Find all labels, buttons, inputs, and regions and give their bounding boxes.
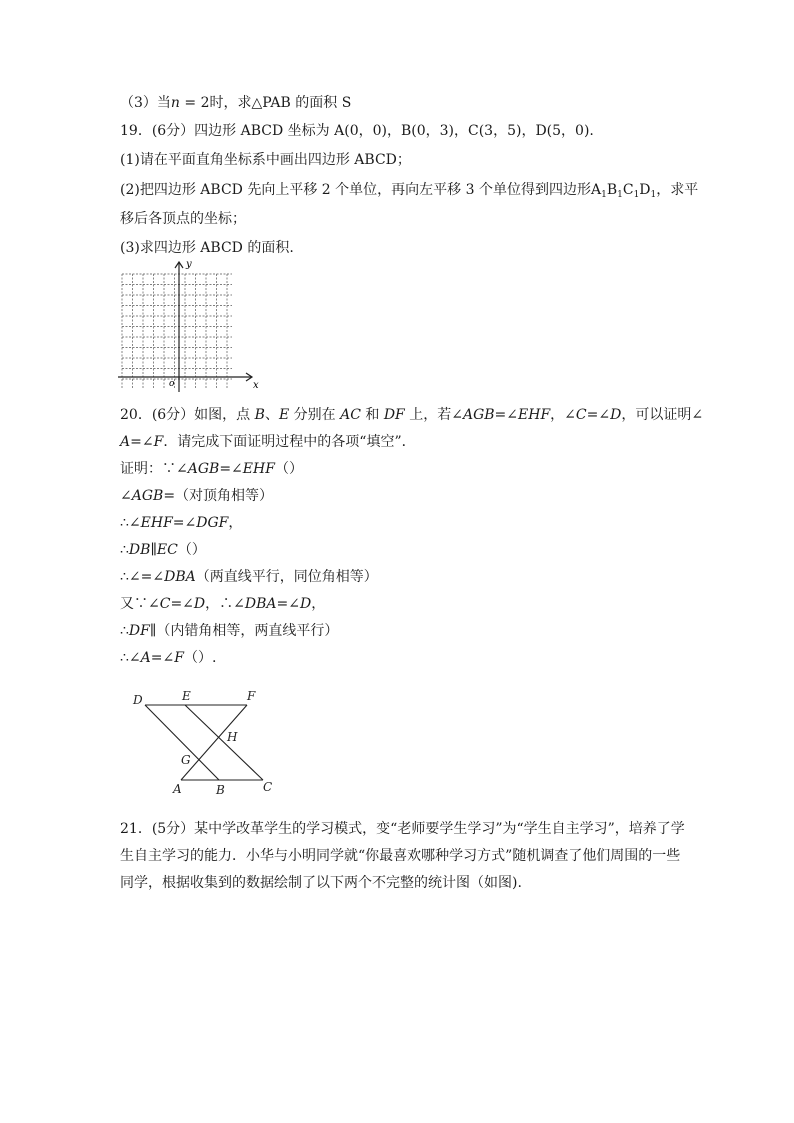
origin-label: o xyxy=(169,379,175,389)
geometry-figure xyxy=(125,685,285,800)
q21-line1: 21．(5分）某中学改革学生的学习模式，变“老师要学生学习”为“学生自主学习”，培养了学 xyxy=(120,821,685,837)
q19-part3: (3)求四边形 ABCD 的面积. xyxy=(120,240,294,256)
q20-proof-6: 又∵∠C=∠D，∴∠DBA=∠D， xyxy=(120,596,326,612)
q19-header: 19．(6分）四边形 ABCD 坐标为 A(0，0)，B(0，3)，C(3，5)，D(5，0). xyxy=(120,123,594,139)
q20-proof-8: ∴∠A=∠F（）. xyxy=(120,650,217,666)
y-axis-label: y xyxy=(186,259,192,270)
label-H: H xyxy=(227,730,238,744)
q20-proof-7: ∴DF∥（内错角相等，两直线平行） xyxy=(120,623,339,639)
q18-part3: （3）当n = 2时，求△PAB 的面积 S xyxy=(120,95,352,111)
label-A: A xyxy=(173,782,182,796)
label-E: E xyxy=(182,689,191,703)
segment-DB xyxy=(145,705,219,780)
label-G: G xyxy=(181,753,191,767)
q20-proof-5: ∴∠=∠DBA（两直线平行，同位角相等） xyxy=(120,569,378,585)
label-D: D xyxy=(133,693,143,707)
q20-proof-3: ∴∠EHF=∠DGF， xyxy=(120,515,243,531)
q19-part1: (1)请在平面直角坐标系中画出四边形 ABCD； xyxy=(120,152,411,168)
segment-EC xyxy=(185,705,263,780)
q19-part2-cont: 移后各顶点的坐标； xyxy=(120,211,246,227)
q19-part2: (2)把四边形 ABCD 先向上平移 2 个单位，再向左平移 3 个单位得到四边形$A_1B_1C_1D_1$，求平 xyxy=(120,182,699,200)
q20-line2: A=∠F．请完成下面证明过程中的各项“填空”． xyxy=(120,434,416,450)
label-B: B xyxy=(216,783,225,797)
q20-proof-4: ∴DB∥EC（） xyxy=(120,542,206,558)
label-F: F xyxy=(247,689,256,703)
q21-line3: 同学，根据收集到的数据绘制了以下两个不完整的统计图（如图). xyxy=(120,875,522,891)
q21-line2: 生自主学习的能力．小华与小明同学就“你最喜欢哪种学习方式”随机调查了他们周围的一些 xyxy=(120,848,681,864)
q20-proof-1: 证明：∵∠AGB=∠EHF（） xyxy=(120,461,303,477)
label-C: C xyxy=(263,780,273,794)
x-axis-label: x xyxy=(253,380,259,391)
coordinate-grid xyxy=(110,258,270,398)
q20-proof-2: ∠AGB=（对顶角相等） xyxy=(120,488,274,504)
q20-line1: 20．(6分）如图，点 B、E 分别在 AC 和 DF 上，若∠AGB=∠EHF，∠C=∠D，可以证明∠ xyxy=(120,407,704,423)
